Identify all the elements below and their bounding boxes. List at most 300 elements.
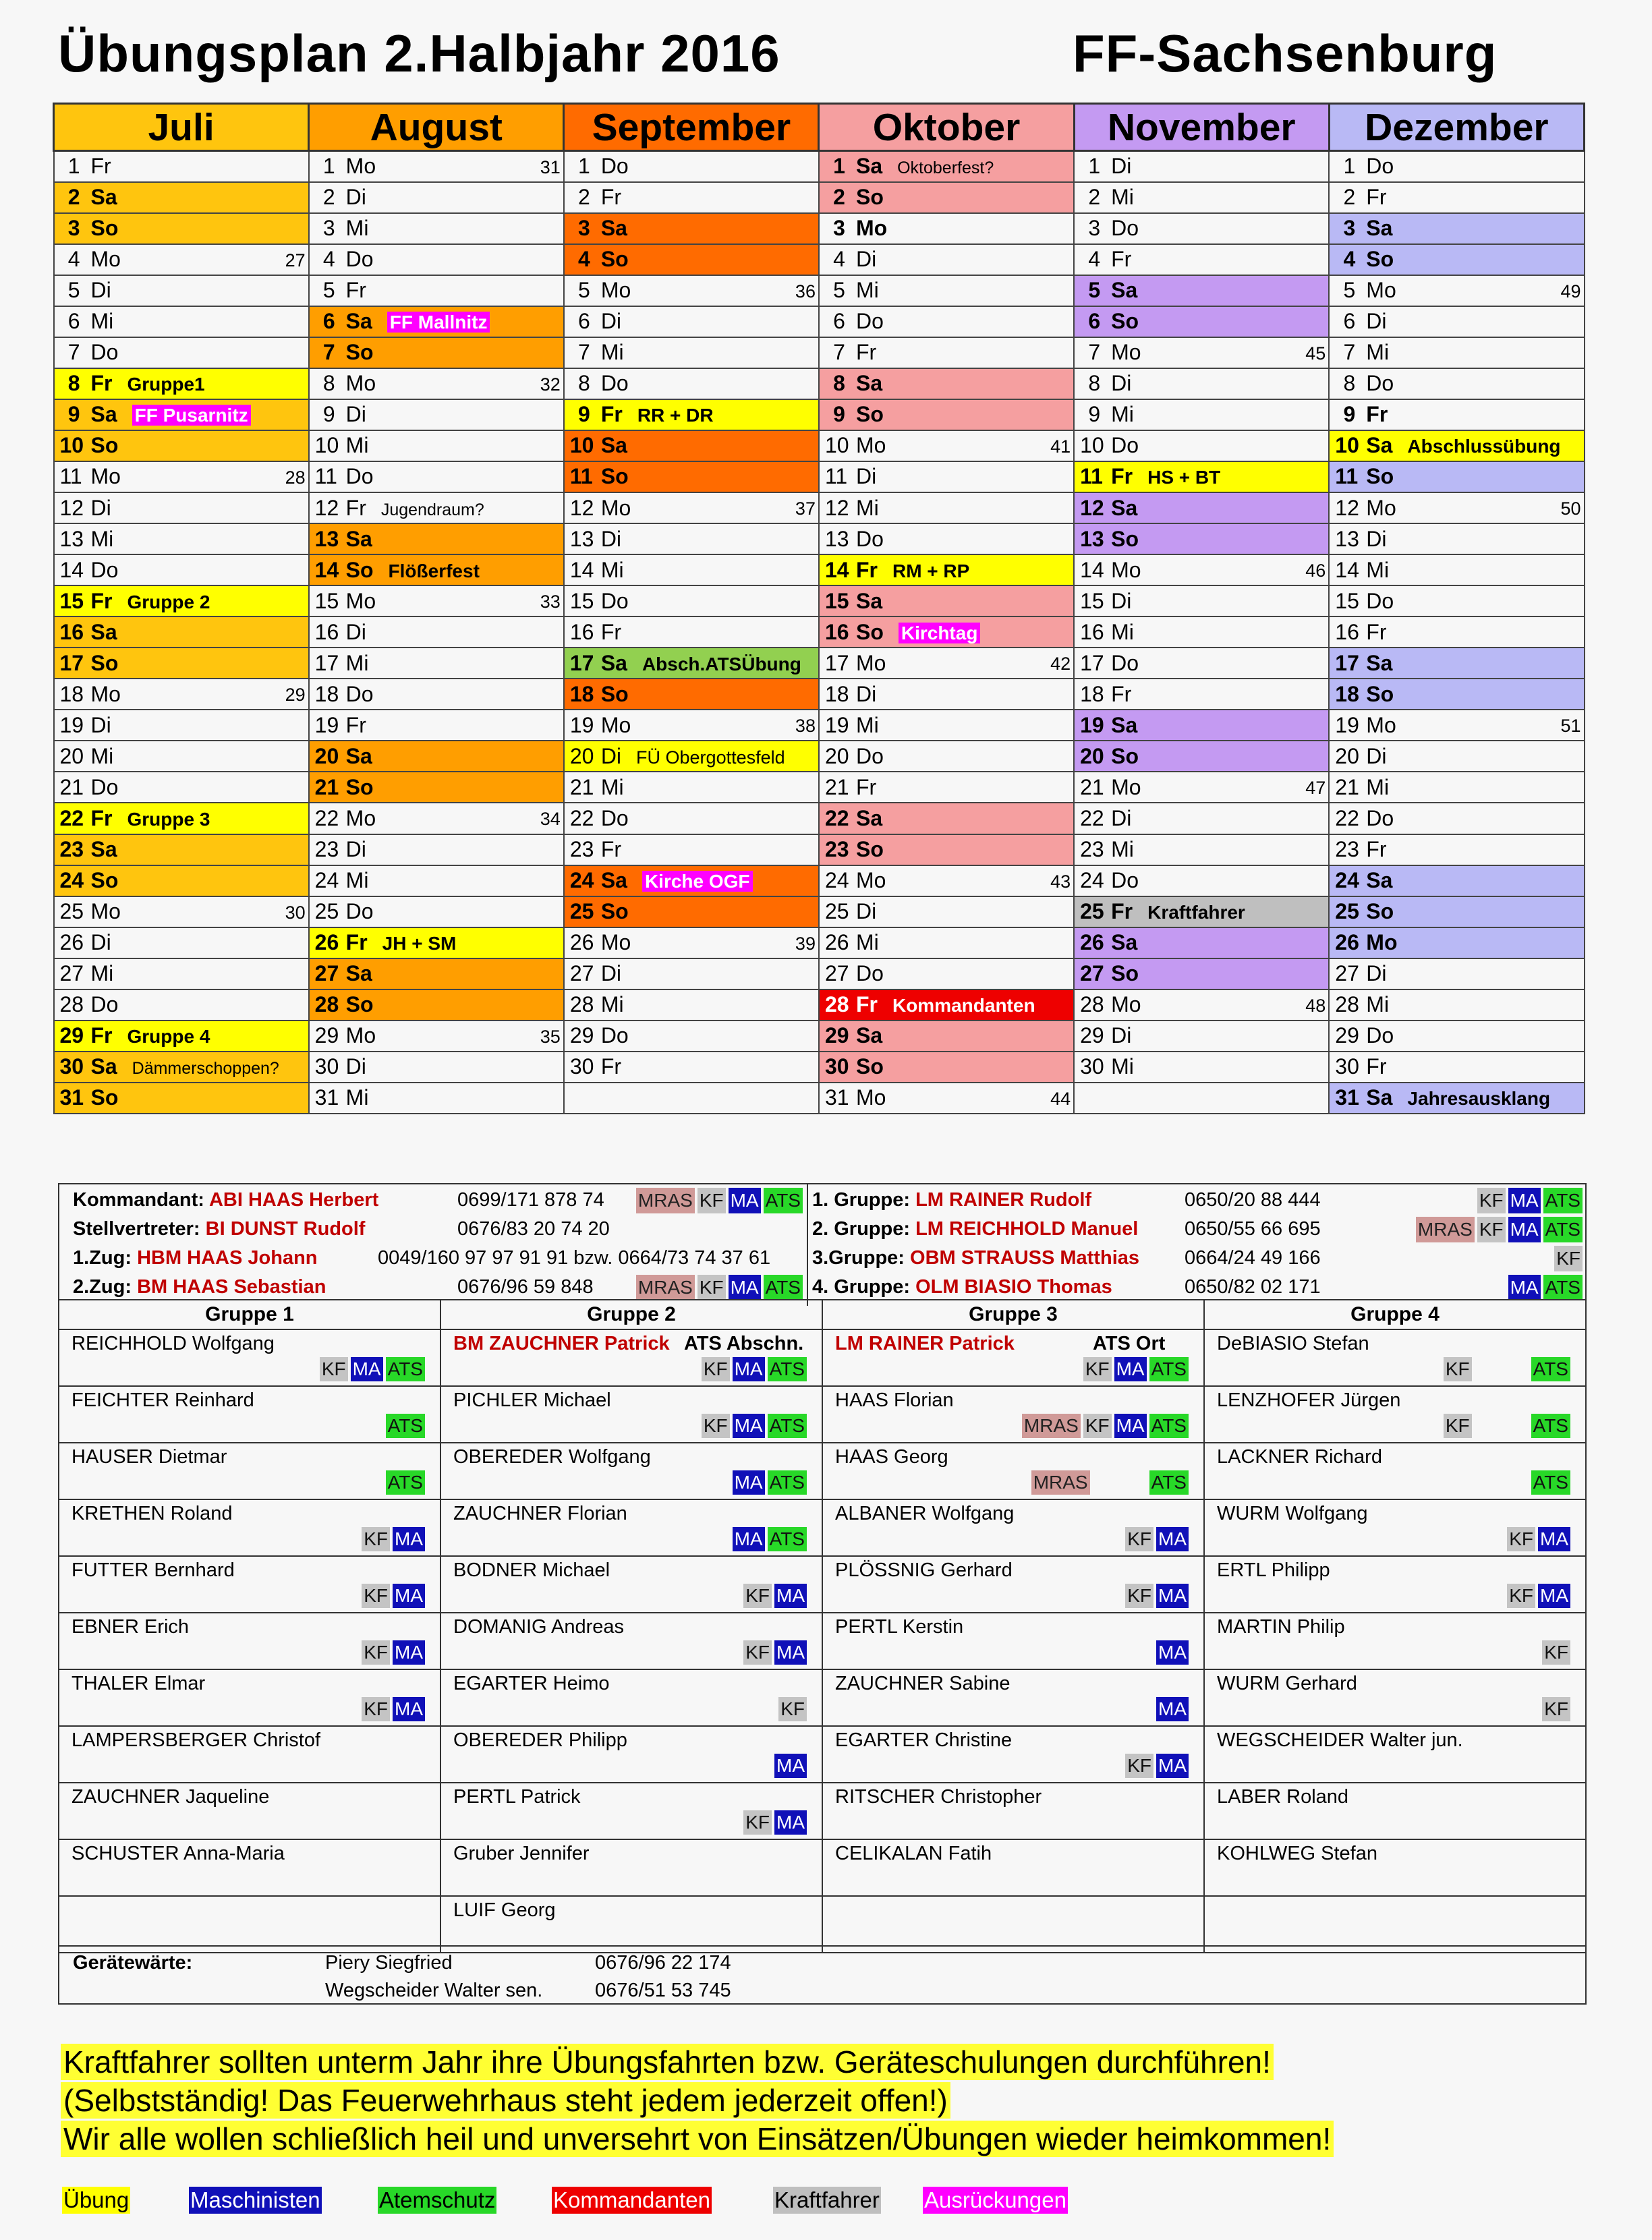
role-tag-ma: MA	[729, 1275, 761, 1300]
contact-role	[812, 1186, 1091, 1215]
group-row	[59, 1329, 1586, 1386]
day-cell	[1074, 492, 1329, 523]
day-cell	[309, 1021, 564, 1052]
group-member-cell	[440, 1443, 822, 1499]
day-cell	[54, 710, 309, 741]
group-member-cell	[440, 1669, 822, 1726]
weekday: So	[855, 402, 884, 427]
day-number: 1	[578, 154, 590, 179]
role-tag-ats: ATS	[1531, 1470, 1570, 1495]
weekday: So	[600, 681, 629, 706]
day-cell	[309, 492, 564, 523]
weekday: Fr	[90, 154, 111, 179]
weekday: Mo	[855, 433, 886, 458]
note-line: Wir alle wollen schließlich heil und unversehrt von Einsätzen/Übungen wieder heimkommen!	[61, 2121, 1334, 2157]
weekday: Fr	[600, 619, 622, 644]
day-cell	[1329, 710, 1584, 741]
member-tags	[1122, 1754, 1189, 1778]
role-tag-ma: MA	[1538, 1584, 1570, 1608]
weekday: So	[1111, 961, 1139, 986]
day-cell	[564, 616, 819, 648]
weekday: Mo	[855, 650, 886, 675]
day-cell	[564, 151, 819, 182]
day-number: 29	[314, 1023, 339, 1048]
member-tags	[1029, 1470, 1189, 1495]
day-cell	[1329, 958, 1584, 989]
role-tag-ma: MA	[1508, 1275, 1541, 1300]
day-number: 29	[824, 1023, 849, 1048]
day-number: 26	[314, 930, 339, 955]
day-number: 31	[314, 1085, 339, 1110]
day-cell	[1329, 896, 1584, 927]
group-row	[59, 1839, 1586, 1896]
weekday: Mi	[1111, 402, 1134, 427]
weekday: Mo	[1111, 774, 1141, 799]
day-number: 11	[314, 464, 337, 489]
day-cell	[309, 368, 564, 399]
weekday: Fr	[345, 712, 366, 737]
weekday: Fr	[855, 774, 877, 799]
weekday: Do	[600, 806, 629, 830]
member-tags	[730, 1527, 807, 1551]
day-cell	[1329, 679, 1584, 710]
day-number: 29	[1080, 1023, 1104, 1048]
geraetewart-name: Wegscheider Walter sen.	[325, 1980, 543, 2001]
day-number: 10	[314, 433, 339, 458]
day-number: 8	[578, 371, 590, 396]
week-number: 48	[1305, 995, 1326, 1016]
weekday: Sa	[90, 837, 117, 862]
day-cell	[819, 399, 1074, 430]
group-member-cell	[440, 1783, 822, 1839]
day-cell	[309, 710, 564, 741]
member-name: ERTL Philipp	[1217, 1559, 1330, 1581]
day-cell	[1329, 1083, 1584, 1114]
day-number: 16	[59, 619, 84, 644]
role-tag-ma: MA	[733, 1470, 765, 1495]
weekday: Fr	[90, 588, 113, 613]
role-tag-ma: MA	[733, 1527, 765, 1551]
day-number: 8	[322, 371, 335, 396]
weekday: Di	[600, 743, 622, 768]
day-cell	[819, 585, 1074, 616]
day-number: 19	[1080, 712, 1104, 737]
weekday: Fr	[600, 837, 622, 862]
member-name: HAAS Georg	[835, 1446, 948, 1468]
day-number: 19	[569, 712, 594, 737]
role-tag-kf: KF	[1444, 1357, 1472, 1381]
weekday: So	[855, 837, 884, 862]
weekday: Mi	[855, 930, 879, 955]
group-member-cell	[59, 1783, 440, 1839]
role-tag-ats: ATS	[1149, 1414, 1189, 1438]
event-label: Gruppe 4	[127, 1026, 210, 1047]
day-number: 21	[1335, 774, 1359, 799]
day-cell	[54, 306, 309, 337]
day-number: 9	[322, 402, 335, 427]
weekday: Sa	[1366, 216, 1393, 241]
weekday: Fr	[90, 371, 113, 396]
weekday: Mo	[600, 278, 631, 303]
day-cell	[54, 958, 309, 989]
contact-phone: 0650/55 66 695	[1185, 1218, 1321, 1240]
weekday: Di	[600, 309, 622, 334]
day-cell	[1074, 306, 1329, 337]
day-number: 11	[1335, 464, 1359, 489]
group-member-cell	[822, 1556, 1204, 1613]
day-cell	[564, 461, 819, 492]
weekday: Sa	[1111, 495, 1138, 520]
role-tag-ma: MA	[774, 1754, 807, 1778]
contact-role-label: Stellvertreter:	[73, 1218, 200, 1240]
weekday: Fr	[600, 1054, 622, 1079]
event-label: RR + DR	[637, 405, 714, 426]
day-number: 24	[59, 868, 84, 893]
day-cell	[54, 1083, 309, 1114]
day-cell	[309, 275, 564, 306]
week-number: 44	[1050, 1088, 1071, 1109]
weekday: Do	[1111, 216, 1139, 241]
event-label: Flößerfest	[388, 560, 480, 581]
day-number: 4	[833, 247, 845, 272]
contact-role-label: Kommandant:	[73, 1189, 204, 1211]
week-number: 29	[285, 685, 306, 706]
group-member-cell	[1204, 1726, 1586, 1783]
calendar-row	[54, 741, 1585, 772]
weekday: Fr	[1366, 185, 1387, 210]
day-number: 13	[314, 526, 339, 551]
month-header-dezember: Dezember	[1329, 104, 1584, 151]
calendar-row	[54, 834, 1585, 865]
weekday: Do	[1366, 1023, 1394, 1048]
day-cell	[54, 1052, 309, 1083]
contact-row	[59, 1244, 1585, 1273]
member-name: EGARTER Christine	[835, 1729, 1013, 1751]
group-member-cell	[1204, 1839, 1586, 1896]
group-member-cell	[59, 1669, 440, 1726]
day-number: 28	[824, 992, 849, 1017]
weekday: Do	[1111, 433, 1139, 458]
contact-role-label: 2.Zug:	[73, 1276, 132, 1298]
weekday: Do	[855, 309, 884, 334]
role-tag-kf: KF	[743, 1584, 772, 1608]
day-number: 20	[1080, 743, 1104, 768]
weekday: Di	[855, 899, 877, 924]
day-cell	[564, 865, 819, 896]
day-cell	[1074, 927, 1329, 958]
member-name: LAMPERSBERGER Christof	[72, 1729, 321, 1751]
role-tag-ats: ATS	[768, 1357, 807, 1381]
day-cell	[564, 213, 819, 244]
weekday: Sa	[345, 743, 372, 768]
weekday: Mi	[1366, 557, 1390, 582]
role-tag-kf: KF	[1125, 1527, 1153, 1551]
contact-phone: 0049/160 97 97 91 91 bzw. 0664/73 74 37 61	[378, 1247, 771, 1269]
day-number: 19	[59, 712, 84, 737]
group-member-cell	[1204, 1896, 1586, 1953]
role-tag-kf: KF	[1542, 1640, 1570, 1665]
day-cell	[54, 927, 309, 958]
day-cell	[54, 399, 309, 430]
day-cell	[54, 182, 309, 213]
day-number: 17	[569, 650, 594, 675]
calendar-row	[54, 1052, 1585, 1083]
day-cell	[309, 616, 564, 648]
weekday: Sa	[1366, 1085, 1393, 1110]
group-member-cell	[59, 1499, 440, 1556]
day-number: 14	[59, 557, 84, 582]
day-cell	[1329, 368, 1584, 399]
role-tag-ma: MA	[733, 1357, 765, 1381]
day-number: 16	[569, 619, 594, 644]
day-cell	[564, 399, 819, 430]
member-name: LENZHOFER Jürgen	[1217, 1389, 1401, 1411]
role-tag-ats: ATS	[764, 1275, 803, 1300]
role-tag-kf: KF	[702, 1357, 730, 1381]
day-cell	[1074, 399, 1329, 430]
contact-name: BI DUNST Rudolf	[205, 1218, 366, 1240]
week-number: 46	[1305, 561, 1326, 581]
contact-name: LM REICHHOLD Manuel	[915, 1218, 1139, 1240]
weekday: Di	[1111, 371, 1132, 396]
member-name: KRETHEN Roland	[72, 1503, 233, 1524]
day-number: 2	[322, 185, 335, 210]
legend-item: Übung	[63, 2187, 130, 2212]
day-number: 12	[824, 495, 849, 520]
weekday: Mi	[855, 278, 879, 303]
day-number: 20	[314, 743, 339, 768]
day-cell	[1074, 989, 1329, 1021]
weekday: So	[1111, 743, 1139, 768]
event-label: Kommandanten	[892, 995, 1035, 1016]
day-number: 13	[569, 526, 594, 551]
day-number: 23	[824, 837, 849, 862]
member-tags	[359, 1697, 425, 1721]
member-name: KOHLWEG Stefan	[1217, 1843, 1377, 1864]
weekday: Do	[600, 371, 629, 396]
day-cell	[309, 1052, 564, 1083]
contact-name: LM RAINER Rudolf	[915, 1189, 1092, 1211]
weekday: Mo	[90, 899, 121, 924]
weekday: Fr	[855, 992, 878, 1017]
month-header-oktober: Oktober	[819, 104, 1074, 151]
weekday: Sa	[345, 309, 372, 334]
calendar-row	[54, 275, 1585, 306]
group-member-cell	[59, 1839, 440, 1896]
weekday: Mi	[90, 309, 114, 334]
day-cell	[1074, 772, 1329, 803]
weekday: Mo	[345, 1023, 376, 1048]
member-tags	[1441, 1414, 1570, 1438]
weekday: Do	[345, 899, 374, 924]
member-name: PERTL Patrick	[453, 1786, 581, 1808]
group-member-cell	[1204, 1613, 1586, 1669]
day-number: 13	[1080, 526, 1104, 551]
day-cell	[564, 492, 819, 523]
contact-name: HBM HAAS Johann	[137, 1247, 318, 1269]
day-number: 23	[1080, 837, 1104, 862]
day-number: 9	[578, 402, 590, 427]
day-number: 22	[569, 806, 594, 830]
day-cell	[1074, 585, 1329, 616]
role-tag-ma: MA	[1156, 1697, 1189, 1721]
calendar-row	[54, 151, 1585, 182]
group-member-cell	[440, 1329, 822, 1386]
role-tag-ma: MA	[1508, 1217, 1541, 1242]
day-number: 24	[1080, 868, 1104, 893]
groups-table	[58, 1299, 1587, 1953]
weekday: Mo	[1111, 340, 1141, 365]
week-number: 47	[1305, 778, 1326, 799]
group-row	[59, 1499, 1586, 1556]
member-name: ZAUCHNER Florian	[453, 1503, 627, 1524]
role-tag-ma: MA	[1156, 1640, 1189, 1665]
role-tag-mras: MRAS	[1022, 1414, 1081, 1438]
day-number: 7	[1088, 340, 1101, 365]
month-header-august: August	[309, 104, 564, 151]
day-number: 3	[67, 216, 80, 241]
day-cell	[1329, 399, 1584, 430]
week-number: 38	[795, 716, 816, 737]
member-name: CELIKALAN Fatih	[835, 1843, 992, 1864]
weekday: Sa	[1366, 433, 1393, 458]
day-number: 28	[1335, 992, 1359, 1017]
group-member-cell	[822, 1839, 1204, 1896]
day-cell	[1329, 741, 1584, 772]
day-number: 9	[1343, 402, 1356, 427]
day-number: 27	[1335, 961, 1359, 986]
day-number: 5	[578, 278, 590, 303]
member-name: HAUSER Dietmar	[72, 1446, 227, 1468]
event-label: Kirche OGF	[642, 871, 753, 892]
day-cell	[54, 616, 309, 648]
contact-name: BM HAAS Sebastian	[137, 1276, 326, 1298]
weekday: Di	[345, 837, 366, 862]
week-number: 51	[1560, 716, 1581, 737]
weekday: Fr	[1366, 402, 1388, 427]
weekday: Mo	[345, 371, 376, 396]
contact-phone: 0664/24 49 166	[1185, 1247, 1321, 1269]
event-label: Absch.ATSÜbung	[642, 653, 801, 674]
day-number: 20	[569, 743, 594, 768]
week-number: 50	[1560, 498, 1581, 519]
calendar-row	[54, 896, 1585, 927]
group-member-cell	[1204, 1669, 1586, 1726]
member-name: ZAUCHNER Sabine	[835, 1673, 1010, 1694]
weekday: Sa	[600, 650, 627, 675]
member-name: SCHUSTER Anna-Maria	[72, 1843, 285, 1864]
weekday: So	[855, 619, 884, 644]
day-number: 13	[59, 526, 84, 551]
week-number: 34	[540, 809, 561, 830]
week-number: 41	[1050, 436, 1071, 457]
day-cell	[309, 182, 564, 213]
weekday: Fr	[345, 930, 368, 955]
day-number: 6	[322, 309, 335, 334]
day-cell	[309, 679, 564, 710]
role-tag-kf: KF	[320, 1357, 348, 1381]
calendar-row	[54, 585, 1585, 616]
calendar-row	[54, 616, 1585, 648]
geraetewarte-label: Gerätewärte:	[73, 1952, 193, 1974]
weekday: Di	[600, 526, 622, 551]
weekday: Di	[90, 712, 111, 737]
day-cell	[309, 585, 564, 616]
day-number: 20	[824, 743, 849, 768]
day-number: 11	[1080, 464, 1103, 489]
weekday: Mi	[855, 712, 879, 737]
day-number: 10	[569, 433, 594, 458]
day-cell	[819, 523, 1074, 554]
page-title: Übungsplan 2.Halbjahr 2016	[58, 24, 780, 83]
weekday: Mi	[600, 340, 624, 365]
weekday: So	[1366, 464, 1394, 489]
day-cell	[564, 1052, 819, 1083]
group-member-cell	[1204, 1329, 1586, 1386]
day-cell	[1329, 585, 1584, 616]
weekday: Fr	[90, 1023, 113, 1048]
weekday: Mi	[600, 774, 624, 799]
day-number: 27	[569, 961, 594, 986]
groups-header-row	[59, 1300, 1586, 1329]
day-cell	[1074, 182, 1329, 213]
member-name: BM ZAUCHNER Patrick	[453, 1333, 670, 1354]
role-tag-kf: KF	[1507, 1527, 1535, 1551]
calendar-row	[54, 182, 1585, 213]
day-cell	[309, 958, 564, 989]
day-cell	[309, 244, 564, 275]
member-name: WEGSCHEIDER Walter jun.	[1217, 1729, 1463, 1751]
role-tag-ats: ATS	[1543, 1188, 1583, 1213]
calendar-row	[54, 430, 1585, 461]
contact-role	[812, 1273, 1112, 1302]
day-number: 24	[314, 868, 339, 893]
member-name: OBEREDER Philipp	[453, 1729, 627, 1751]
weekday: Fr	[1366, 1054, 1387, 1079]
contact-role-label: 3.Gruppe:	[812, 1247, 905, 1269]
day-number: 16	[1335, 619, 1359, 644]
day-number: 14	[1080, 557, 1104, 582]
day-number: 20	[1335, 743, 1359, 768]
weekday: Do	[1111, 868, 1139, 893]
group-header: Gruppe 3	[822, 1300, 1204, 1329]
member-name: WURM Gerhard	[1217, 1673, 1357, 1694]
group-member-cell	[440, 1613, 822, 1669]
role-tag-kf: KF	[1125, 1584, 1153, 1608]
weekday: So	[600, 899, 629, 924]
day-number: 27	[1080, 961, 1104, 986]
day-cell	[819, 182, 1074, 213]
day-number: 22	[59, 806, 84, 830]
day-number: 13	[1335, 526, 1359, 551]
group-member-cell	[440, 1556, 822, 1613]
group-row	[59, 1613, 1586, 1669]
contact-role	[812, 1215, 1138, 1244]
group-row	[59, 1896, 1586, 1953]
day-number: 8	[67, 371, 80, 396]
weekday: So	[600, 464, 629, 489]
weekday: Fr	[1111, 464, 1133, 489]
role-tag-kf: KF	[778, 1697, 807, 1721]
day-number: 22	[314, 806, 339, 830]
weekday: So	[1366, 247, 1394, 272]
group-member-cell	[822, 1499, 1204, 1556]
day-number: 4	[578, 247, 590, 272]
day-cell	[564, 275, 819, 306]
member-name: DOMANIG Andreas	[453, 1616, 625, 1638]
day-cell	[564, 679, 819, 710]
weekday: Mo	[345, 806, 376, 830]
